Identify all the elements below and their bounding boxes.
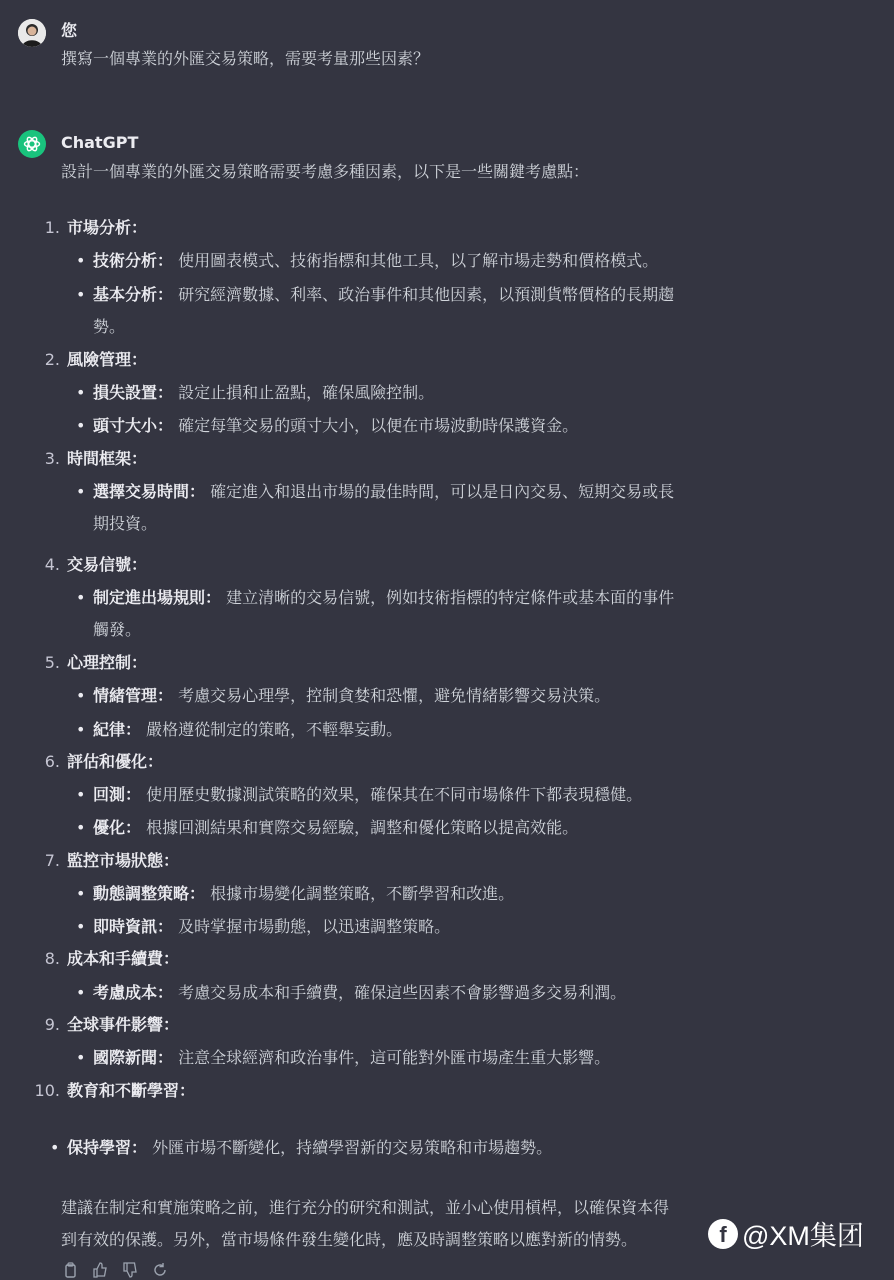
bullet-text-continuation: 勢。	[93, 317, 126, 336]
list-bullet	[76, 377, 776, 409]
assistant-intro: 設計一個專業的外匯交易策略需要考慮多種因素，以下是一些關鍵考慮點：	[61, 162, 590, 181]
bullet-label: 即時資訊：	[93, 917, 174, 936]
bullet-dot: •	[76, 416, 86, 435]
bullet-label: 考慮成本：	[93, 983, 174, 1002]
list-heading-text: 心理控制：	[67, 653, 148, 672]
bullet-text: 根據回測結果和實際交易經驗，調整和優化策略以提高效能。	[146, 818, 579, 837]
list-bullet-keep-learning	[50, 1132, 750, 1164]
bullet-dot: •	[76, 983, 86, 1002]
list-bullet	[76, 1042, 776, 1074]
bullet-dot: •	[76, 588, 86, 607]
closing-paragraph	[61, 1192, 781, 1256]
bullet-text-continuation: 觸發。	[93, 620, 142, 639]
list-heading-text: 交易信號：	[67, 555, 148, 574]
bullet-dot: •	[76, 917, 86, 936]
bullet-text: 確定每筆交易的頭寸大小，以便在市場波動時保護資金。	[178, 416, 579, 435]
list-item-heading	[30, 1079, 830, 1103]
list-number: 6.	[44, 752, 60, 771]
list-item-heading	[30, 216, 830, 240]
bullet-text: 建立清晰的交易信號，例如技術指標的特定條件或基本面的事件	[226, 588, 675, 607]
list-bullet	[76, 582, 776, 646]
bullet-text: 根據市場變化調整策略，不斷學習和改進。	[210, 884, 515, 903]
bullet-dot: •	[76, 686, 86, 705]
user-avatar	[18, 19, 46, 47]
list-bullet	[76, 911, 776, 943]
bullet-text: 考慮交易心理學，控制貪婪和恐懼，避免情緒影響交易決策。	[178, 686, 611, 705]
bullet-dot: •	[76, 482, 86, 501]
list-number: 7.	[44, 851, 60, 870]
list-number: 4.	[44, 555, 60, 574]
list-number: 2.	[44, 350, 60, 369]
bullet-text: 考慮交易成本和手續費，確保這些因素不會影響過多交易利潤。	[178, 983, 627, 1002]
list-number: 10.	[34, 1081, 60, 1100]
bullet-dot: •	[50, 1138, 60, 1157]
regenerate-icon[interactable]	[152, 1262, 168, 1278]
bullet-label: 制定進出場規則：	[93, 588, 222, 607]
list-item-heading	[30, 553, 830, 577]
list-item-heading	[30, 348, 830, 372]
list-heading-text: 監控市場狀態：	[67, 851, 180, 870]
user-message: 撰寫一個專業的外匯交易策略，需要考量那些因素？	[61, 49, 430, 68]
list-bullet	[76, 245, 776, 277]
list-heading-text: 市場分析：	[67, 218, 148, 237]
user-name: 您	[61, 21, 78, 40]
list-item-heading	[30, 651, 830, 675]
list-bullet	[76, 878, 776, 910]
list-item-heading	[30, 750, 830, 774]
list-bullet	[76, 410, 776, 442]
assistant-name: ChatGPT	[61, 133, 139, 152]
copy-icon[interactable]	[62, 1262, 78, 1278]
list-heading-text: 成本和手續費：	[67, 949, 180, 968]
list-bullet	[76, 714, 776, 746]
bullet-dot: •	[76, 884, 86, 903]
bullet-label: 情緒管理：	[93, 686, 174, 705]
watermark-text: @XM集团	[742, 1221, 864, 1251]
bullet-label: 紀律：	[93, 720, 142, 739]
bullet-label: 頭寸大小：	[93, 416, 174, 435]
bullet-text: 設定止損和止盈點，確保風險控制。	[178, 383, 435, 402]
bullet-label: 國際新聞：	[93, 1048, 174, 1067]
bullet-label: 優化：	[93, 818, 142, 837]
list-number: 5.	[44, 653, 60, 672]
bullet-text: 及時掌握市場動態，以迅速調整策略。	[178, 917, 451, 936]
bullet-label: 保持學習：	[67, 1138, 148, 1157]
list-heading-text: 全球事件影響：	[67, 1015, 180, 1034]
list-bullet	[76, 476, 776, 540]
list-item-heading	[30, 447, 830, 471]
bullet-label: 回測：	[93, 785, 142, 804]
list-number: 9.	[44, 1015, 60, 1034]
list-item-heading	[30, 1013, 830, 1037]
list-heading-text: 風險管理：	[67, 350, 148, 369]
chatgpt-logo-icon	[18, 130, 46, 158]
bullet-dot: •	[76, 818, 86, 837]
list-number: 3.	[44, 449, 60, 468]
list-heading-text: 時間框架：	[67, 449, 148, 468]
message-actions	[62, 1262, 168, 1278]
bullet-label: 動態調整策略：	[93, 884, 206, 903]
bullet-dot: •	[76, 720, 86, 739]
user-avatar-image	[18, 19, 46, 47]
list-bullet	[76, 812, 776, 844]
list-item-heading	[30, 849, 830, 873]
bullet-text-continuation: 期投資。	[93, 514, 158, 533]
bullet-text: 使用歷史數據測試策略的效果，確保其在不同市場條件下都表現穩健。	[146, 785, 643, 804]
bullet-label: 選擇交易時間：	[93, 482, 206, 501]
list-heading-text: 評估和優化：	[67, 752, 164, 771]
bullet-label: 技術分析：	[93, 251, 174, 270]
bullet-label: 損失設置：	[93, 383, 174, 402]
bullet-dot: •	[76, 285, 86, 304]
bullet-text: 注意全球經濟和政治事件，這可能對外匯市場產生重大影響。	[178, 1048, 611, 1067]
list-item-heading	[30, 947, 830, 971]
bullet-text: 嚴格遵從制定的策略，不輕舉妄動。	[146, 720, 403, 739]
closing-line-2: 到有效的保護。另外，當市場條件發生變化時，應及時調整策略以應對新的情勢。	[61, 1230, 638, 1249]
bullet-text: 確定進入和退出市場的最佳時間，可以是日內交易、短期交易或長	[210, 482, 675, 501]
list-number: 1.	[44, 218, 60, 237]
list-bullet	[76, 279, 776, 343]
facebook-icon: f	[708, 1219, 738, 1249]
list-bullet	[76, 680, 776, 712]
list-number: 8.	[44, 949, 60, 968]
bullet-text: 研究經濟數據、利率、政治事件和其他因素，以預測貨幣價格的長期趨	[178, 285, 675, 304]
bullet-text: 外匯市場不斷變化，持續學習新的交易策略和市場趨勢。	[152, 1138, 553, 1157]
closing-line-1: 建議在制定和實施策略之前，進行充分的研究和測試，並小心使用槓桿，以確保資本得	[61, 1198, 670, 1217]
thumbs-up-icon[interactable]	[92, 1262, 108, 1278]
bullet-dot: •	[76, 383, 86, 402]
bullet-dot: •	[76, 785, 86, 804]
list-bullet	[76, 779, 776, 811]
bullet-dot: •	[76, 251, 86, 270]
thumbs-down-icon[interactable]	[122, 1262, 138, 1278]
list-bullet	[76, 977, 776, 1009]
list-heading-text: 教育和不斷學習：	[67, 1081, 196, 1100]
bullet-text: 使用圖表模式、技術指標和其他工具，以了解市場走勢和價格模式。	[178, 251, 659, 270]
bullet-label: 基本分析：	[93, 285, 174, 304]
bullet-dot: •	[76, 1048, 86, 1067]
xm-watermark	[708, 1214, 864, 1253]
